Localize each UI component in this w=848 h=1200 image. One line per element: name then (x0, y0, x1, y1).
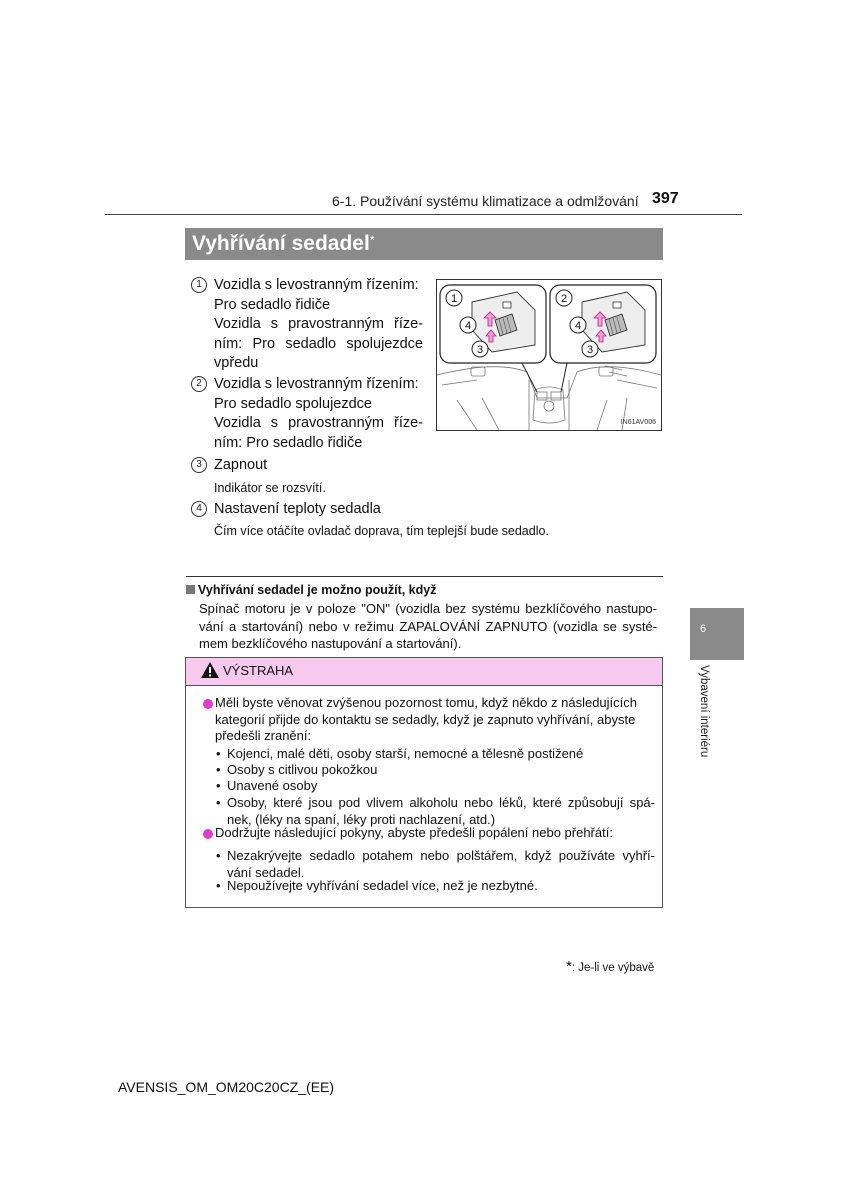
warning-bullet-item: Kojenci, malé děti, osoby starší, nemocné a tělesně postižené (227, 746, 584, 761)
subsection-heading-text: Vyhřívání sedadel je možno použít, když (198, 583, 437, 597)
document-code: AVENSIS_OM_OM20C20CZ_(EE) (118, 1079, 335, 1095)
warning-bullet-item: Osoby s citlivou pokožkou (227, 762, 378, 777)
page-number: 397 (652, 190, 679, 207)
warning-point-1 (215, 695, 659, 745)
figure-callout-1: 1 (450, 293, 458, 305)
item-3-note: Indikátor se rozsvítí. (214, 481, 326, 495)
square-bullet-icon (186, 585, 195, 594)
item-line: Vozidla s levostranným řízením: (214, 376, 419, 392)
warning-label: VÝSTRAHA (223, 663, 294, 678)
figure-code: IN61AV006 (620, 419, 656, 426)
footnote-text: : Je-li ve výbavě (571, 962, 655, 974)
item-4-label: Nastavení teploty sedadla (214, 501, 381, 517)
warning-line: vání sedadel. (227, 864, 305, 880)
bullet: • (216, 762, 221, 777)
section-title: Vyhřívání sedadel (192, 232, 370, 255)
figure-callout-3: 3 (476, 344, 484, 356)
bullet: • (216, 746, 221, 761)
item-number: 4 (191, 501, 207, 517)
warning-box (185, 657, 663, 908)
item-line: ním: Pro sedadlo řidiče (214, 434, 363, 451)
warning-bullet-item: Nepoužívejte vyhřívání sedadel více, než je nezbytné. (227, 878, 538, 893)
footnote (566, 958, 654, 975)
item-line: ním: Pro sedadlo spolujezdce (214, 335, 423, 352)
figure-callout-2: 2 (560, 293, 568, 305)
section-title-bar (185, 228, 663, 260)
bullet: • (216, 795, 221, 810)
item-line: vpředu (214, 355, 259, 371)
item-number: 3 (191, 457, 207, 473)
warning-line: Osoby, které jsou pod vlivem alkoholu nebo léků, které způsobují spá- (227, 795, 655, 810)
item-2-text (214, 375, 423, 453)
item-line: Vozidla s pravostranným říze- (214, 415, 423, 431)
warning-triangle-icon (201, 662, 219, 678)
subsection-body (199, 600, 657, 653)
bullet: • (216, 778, 221, 793)
magenta-bullet-icon (203, 699, 213, 709)
body-line: mem bezklíčového nastupování a startování). (199, 636, 462, 651)
figure-callout-4: 4 (464, 320, 472, 332)
body-line: Spínač motoru je v poloze "ON" (vozidla bez systému bezklíčového nastupo- (199, 601, 657, 616)
figure-callout-4: 4 (574, 320, 582, 332)
chapter-number: 6 (700, 623, 707, 635)
section-rule (186, 576, 663, 577)
warning-line: Nezakrývejte sedadlo potahem nebo polštářem, když používáte vyhří- (227, 848, 655, 863)
header-rule (105, 214, 742, 215)
item-4-note: Čím více otáčíte ovladač doprava, tím teplejší bude sedadlo. (214, 524, 549, 538)
item-line: Pro sedadlo řidiče (214, 296, 331, 313)
warning-bullet-item (227, 848, 655, 881)
warning-bullet-item: Unavené osoby (227, 778, 318, 793)
asterisk-mark: * (369, 233, 375, 247)
seat-heater-illustration (436, 279, 662, 431)
bullet: • (216, 848, 221, 863)
chapter-tab[interactable] (690, 608, 744, 660)
bullet: • (216, 878, 221, 893)
warning-header (186, 658, 662, 686)
footnote-symbol: * (566, 958, 572, 975)
item-line: Vozidla s levostranným řízením: (214, 277, 419, 293)
warning-bullet-item (227, 795, 655, 828)
figure-callout-3: 3 (586, 344, 594, 356)
warning-line: Měli byste věnovat zvýšenou pozornost tomu, když někdo z následujících (215, 695, 637, 710)
item-line: Pro sedadlo spolujezdce (214, 395, 372, 412)
warning-point-2: Dodržujte následující pokyny, abyste předešli popálení nebo přehřátí: (215, 825, 613, 840)
item-1-text (214, 276, 423, 374)
item-3-label: Zapnout (214, 457, 268, 473)
item-line: Vozidla s pravostranným říze- (214, 316, 423, 332)
running-header: 6-1. Používání systému klimatizace a odmlžování (332, 193, 639, 209)
warning-line: kategorií přijde do kontaktu se sedadly, když je zapnuto vyhřívání, abyste (215, 711, 636, 727)
body-line: vání a startování) nebo v režimu ZAPALOVÁNÍ ZAPNUTO (vozidla se systé- (199, 618, 657, 634)
warning-line: nek, (léky na spaní, léky proti nachlazení, atd.) (227, 811, 496, 827)
dashboard-drawing (437, 280, 661, 430)
subsection-heading (186, 583, 436, 597)
item-number: 1 (191, 277, 207, 293)
chapter-label: Vybavení interiéru (698, 665, 710, 758)
magenta-bullet-icon (203, 829, 213, 839)
warning-line: předešli zranění: (215, 728, 312, 743)
item-number: 2 (191, 376, 207, 392)
